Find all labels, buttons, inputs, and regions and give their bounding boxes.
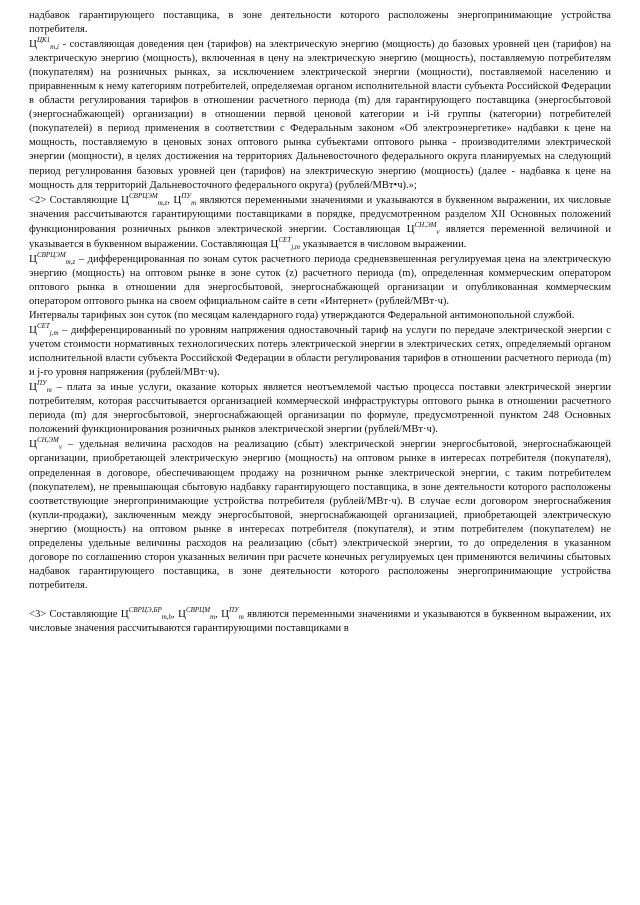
paragraph-text: – дифференцированная по зонам суток расчетного периода средневзвешенная регулируемая цена на электрическую энергию (мощность) на оптовом рынке в зоне суток (z) расчетного периода (m), определенная коммерческим оператором оптового рынка в отношении для энергосбытовой, энергоснабжающей организации и опубликованная коммерческим оператором оптового рынка на своем официальном сайте в сети «Интернет» (рублей/МВт·ч). xyxy=(29,253,611,307)
tariff-symbol: $Ц^{СН,ЭМ}_v$ xyxy=(406,220,440,236)
paragraph-1 xyxy=(29,37,611,193)
tariff-symbol: $Ц^{СВРЦЭ,БР}_{m,h}$ xyxy=(120,605,173,621)
paragraph-2 xyxy=(29,193,611,252)
paragraph-4 xyxy=(29,309,611,323)
paragraph-text: - составляющая доведения цен (тарифов) на электрическую энергию (мощность) до базовых уровней цен (тарифов) на электрическую энергию (мощность), включенная в цену на электрическую энергию (мощность), поставляемую потребителям (покупателям) на розничных рынках, за исключением электрической энергии (мощности), поставляемой населению и приравненным к нему категориям потребителей, определяемая органом исполнительной власти субъекта Российской Федерации в области регулирования тарифов в отношении расчетного периода (m) для гарантирующего поставщика (энергосбытовой (энергоснабжающей) организации) в отношении первой ценовой категории и i-й группы (категории) потребителей (покупателей) в период применения в соответствии с Федеральным законом «Об электроэнергетике» надбавки к цене на мощность, поставляемую в ценовых зонах оптового рынка субъектами оптового рынка - производителями электрической энергии (мощности), в целях достижения на территориях Дальневосточного федерального округа планируемых на следующий период регулирования базовых уровней цен (тарифов) на электрическую энергию (мощность) (далее - надбавка к цене на мощность для территорий Дальневосточного федерального округа) (рублей/МВт•ч).»; xyxy=(29,39,611,191)
paragraph-text: Интервалы тарифных зон суток (по месяцам календарного года) утверждаются Федеральной антимонопольной службой. xyxy=(29,309,575,321)
tariff-symbol: $Ц^{ЦК1}_{m,i}$ xyxy=(29,36,59,52)
paragraph-text: , xyxy=(215,608,222,620)
paragraph-0 xyxy=(29,9,611,37)
tariff-symbol: $Ц^{СЕТ}_{j,m}$ xyxy=(270,235,300,251)
paragraph-text: – плата за иные услуги, оказание которых является неотъемлемой частью процесса поставки электрической энергии потребителям, которая рассчитывается организацией коммерческой инфраструктуры оптового рынка в отношении расчетного периода (m) для энергосбытовой, энергоснабжающей организации по формуле, предусмотренной пунктом 248 Основных положений функционирования розничных рынков электрической энергии (рублей/МВт·ч). xyxy=(29,382,611,436)
tariff-symbol: $Ц^{СВРЦМ}_m$ xyxy=(177,605,216,621)
paragraph-text: <3> Составляющие xyxy=(29,608,121,620)
paragraph-text: <2> Составляющие xyxy=(29,194,122,206)
paragraph-text: указывается в числовом выражении. xyxy=(299,238,467,250)
paragraph-text: – дифференцированный по уровням напряжения одноставочный тариф на услуги по передаче электрической энергии с учетом стоимости нормативных технологических потерь электрической энергии в электрических сетях, определяемый органом исполнительной власти субъекта Российской Федерации в области регулирования тарифов в отношении расчетного периода (m) и j-го уровня напряжения (рублей/МВт·ч). xyxy=(29,325,611,379)
paragraph-text: надбавок гарантирующего поставщика, в зоне деятельности которого расположены энергопринимающие устройства потребителя. xyxy=(29,10,611,36)
paragraph-3 xyxy=(29,252,611,309)
tariff-symbol: $Ц^{СН,ЭМ}_v$ xyxy=(29,436,62,452)
paragraph-text: является переменной величиной и указывается в буквенном выражении. Составляющая xyxy=(29,223,611,250)
paragraph-6 xyxy=(29,380,611,437)
paragraph-gap xyxy=(29,593,611,607)
tariff-symbol: $Ц^{СВРЦЭМ}_{m,z}$ xyxy=(29,250,76,266)
paragraph-text: – удельная величина расходов на реализацию (сбыт) электрической энергии энергосбытовой, энергоснабжающей организации, приобретающей электрическую энергию (мощность) на оптовом рынке в интересах потребителя (покупателя), определенная в договоре, обеспечивающем продажу на розничном рынке электрической энергии, с таким потребителем (покупателем), не превышающая сбытовую надбавку гарантирующего поставщика, в зоне деятельности которого расположены соответствующие энергопринимающие устройства потребителя (рублей/МВт·ч). В случае если договором энергоснабжения (купли-продажи), заключенным между энергосбытовой, энергоснабжающей организацией, приобретающей электрическую энергию (мощность) на оптовом рынке в интересах потребителя (покупателя), и этим потребителем (покупателем) не определены удельные величины расходов на реализацию (сбыт) электрической энергии, то до определения в указанном договоре по соглашению сторон указанных величин при расчете конечных регулируемых цен применяются величины сбытовых надбавок гарантирующего поставщика, в зоне деятельности которого расположены энергопринимающие устройства потребителя. xyxy=(29,439,611,591)
tariff-symbol: $Ц^{ПУ}_m$ xyxy=(29,379,52,395)
tariff-symbol: $Ц^{ПУ}_m$ xyxy=(173,191,197,207)
paragraph-text: , xyxy=(167,194,174,206)
paragraph-5 xyxy=(29,323,611,380)
paragraph-text: являются переменными значениями и указываются в буквенном выражении, их числовые значения рассчитываются гарантирующими поставщиками в xyxy=(29,608,611,634)
paragraph-text: являются переменными значениями и указываются в буквенном выражении, их числовые значения рассчитываются гарантирующими поставщиками в порядке, предусмотренном разделом XII Основных положений функционирования розничных рынков электрической энергии. Составляющая xyxy=(29,194,611,235)
paragraph-text: , xyxy=(172,608,178,620)
tariff-symbol: $Ц^{ПУ}_m$ xyxy=(221,605,244,621)
paragraph-9 xyxy=(29,607,611,636)
tariff-symbol: $Ц^{СЕТ}_{j,m}$ xyxy=(29,322,59,338)
paragraph-7 xyxy=(29,437,611,593)
tariff-symbol: $Ц^{СВРЦЭМ}_{m,z}$ xyxy=(121,191,168,207)
